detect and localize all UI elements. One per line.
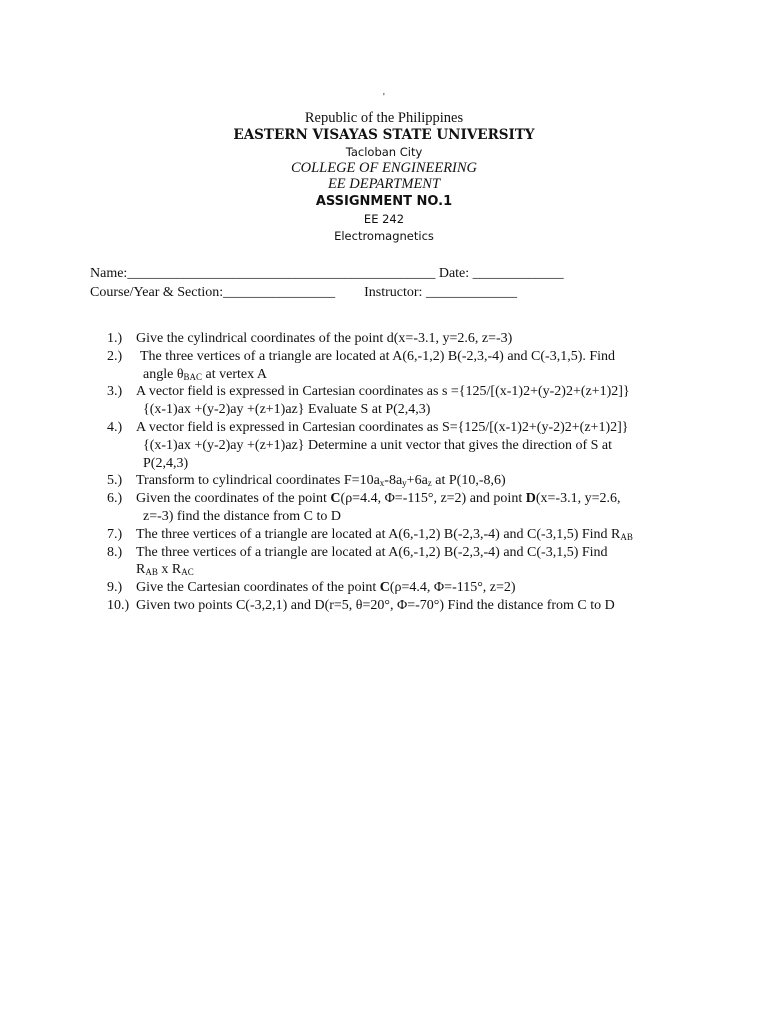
list-item	[107, 490, 687, 526]
question-number: 10.)	[107, 597, 130, 613]
date-field[interactable]: _____________	[472, 266, 564, 281]
assignment-title: ASSIGNMENT NO.1	[315, 194, 453, 209]
instructor-field[interactable]: _____________	[425, 285, 517, 300]
list-item	[107, 472, 687, 490]
college-line: COLLEGE OF ENGINEERING	[290, 160, 478, 176]
question-text: A vector field is expressed in Cartesian coordinates as s ={125/[(x-1)2+(y-2)2+(z+1)2]} {(x-1)ax +(y-2)ay +(z+1)az} Evaluate S at P(2,4,3)	[136, 384, 630, 418]
list-item	[107, 597, 687, 615]
section-label: Course/Year & Section:	[90, 285, 224, 300]
question-text: A vector field is expressed in Cartesian coordinates as S={125/[(x-1)2+(y-2)2+(z+1)2]} {(x-1)ax +(y-2)ay +(z+1)az} Determine a unit vector that gives the direction of S at P(2,4,3)	[136, 419, 629, 471]
document-header	[0, 110, 768, 245]
question-list	[107, 330, 687, 615]
question-text: Transform to cylindrical coordinates $F=10a_x-8a_y+6a_z$ at P(10,-8,6)	[136, 473, 506, 489]
course-title: Electromagnetics	[334, 229, 434, 243]
question-number: 7.)	[107, 526, 123, 542]
question-text: Given the coordinates of the point C(ρ=4.4, Φ=-115°, z=2) and point D(x=-3.1, y=2.6, z=-3) find the distance from C to D	[136, 491, 621, 524]
question-number: 6.)	[107, 491, 123, 507]
question-number: 1.)	[107, 331, 123, 346]
question-number: 5.)	[107, 473, 123, 489]
section-field[interactable]: ________________	[223, 285, 336, 300]
list-item	[107, 383, 687, 419]
question-text: Given two points C(-3,2,1) and D(r=5, θ=20°, Φ=-70°) Find the distance from C to D	[136, 597, 615, 613]
question-number: 9.)	[107, 580, 123, 596]
question-text: The three vertices of a triangle are located at A(6,-1,2) B(-2,3,-4) and C(-3,1,5). Find angle $\theta_{BAC}$ at vertex A	[140, 348, 616, 382]
question-number: 2.)	[107, 348, 123, 364]
name-field[interactable]: ____________________________________________	[127, 266, 436, 281]
question-number: 4.)	[107, 419, 123, 435]
question-text: The three vertices of a triangle are located at A(6,-1,2) B(-2,3,-4) and C(-3,1,5) Find $R_{AB}$	[136, 526, 633, 542]
list-item	[107, 330, 687, 348]
list-item	[107, 526, 687, 544]
city-line: Tacloban City	[345, 145, 423, 159]
date-label: Date:	[438, 266, 470, 281]
question-number: 3.)	[107, 384, 123, 400]
list-item	[107, 348, 687, 384]
department-line: EE DEPARTMENT	[327, 176, 441, 192]
republic-line: Republic of the Philippines	[304, 110, 464, 126]
question-text: Give the Cartesian coordinates of the point C(ρ=4.4, Φ=-115°, z=2)	[136, 580, 516, 596]
list-item	[107, 544, 687, 580]
question-text: The three vertices of a triangle are located at A(6,-1,2) B(-2,3,-4) and C(-3,1,5) Find $R_{AB}$ x $R_{AC}$	[136, 544, 608, 578]
instructor-label: Instructor:	[364, 285, 423, 300]
name-label: Name:	[90, 266, 128, 281]
section-instructor-row	[90, 283, 564, 302]
question-number: 8.)	[107, 544, 123, 560]
list-item	[107, 419, 687, 472]
university-name: EASTERN VISAYAS STATE UNIVERSITY	[233, 127, 535, 143]
student-info-form	[90, 264, 564, 302]
question-text: Give the cylindrical coordinates of the point d(x=-3.1, y=2.6, z=-3)	[136, 331, 513, 346]
top-mark: '	[383, 92, 385, 103]
name-date-row	[90, 264, 564, 283]
course-code: EE 242	[363, 212, 405, 226]
list-item	[107, 579, 687, 597]
